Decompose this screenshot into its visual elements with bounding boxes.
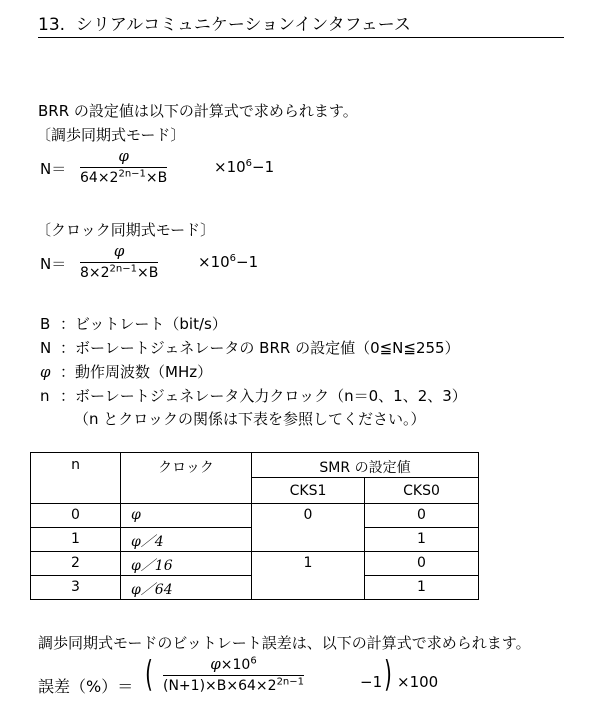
- definition-small-n: n ：ボーレートジェネレータ入力クロック（n＝0、1、2、3）: [40, 387, 467, 405]
- definition-b: B ：ビットレート（bit/s）: [40, 315, 227, 333]
- header-cks1: CKS1: [252, 478, 365, 504]
- error-denominator: $(N+1)\times B\times 64\times 2^{2n-1}$: [163, 676, 305, 694]
- header-clock: クロック: [121, 453, 252, 504]
- section-title: シリアルコミュニケーションインタフェース: [75, 15, 411, 35]
- async-denominator: $64\times 2^{2n-1}\times B$: [80, 168, 168, 186]
- sync-mode-label: 〔クロック同期式モード〕: [36, 221, 216, 239]
- table-row: 0 φ 0 0: [31, 504, 479, 528]
- error-numerator: $\varphi\times 10^6$: [210, 655, 257, 673]
- async-formula-fraction: [80, 147, 167, 186]
- async-numerator: φ: [118, 147, 129, 165]
- table-row: 1 φ／4 1: [31, 528, 479, 552]
- section-number: 13.: [38, 15, 66, 35]
- async-formula-tail: $\times 10^6-1$: [214, 158, 275, 176]
- section-header: [38, 10, 411, 35]
- sync-formula-fraction: [80, 242, 158, 281]
- sync-formula-lhs: N＝: [40, 255, 67, 273]
- left-paren: (: [145, 654, 153, 695]
- header-rule: [38, 37, 564, 38]
- header-n: n: [31, 453, 121, 504]
- definition-n: N ：ボーレートジェネレータの BRR の設定値（0≦N≦255）: [40, 339, 460, 357]
- table-row: 2 φ／16 1 0: [31, 552, 479, 576]
- right-paren: ): [384, 654, 392, 695]
- header-smr: SMR の設定値: [252, 453, 479, 478]
- sync-numerator: φ: [113, 242, 125, 260]
- header-cks0: CKS0: [365, 478, 479, 504]
- clock-setting-table: [30, 452, 479, 600]
- error-intro: 調歩同期式モードのビットレート誤差は、以下の計算式で求められます。: [38, 634, 531, 652]
- error-times-100: ×100: [397, 673, 439, 691]
- sync-denominator: $8\times 2^{2n-1}\times B$: [80, 263, 159, 281]
- error-minus-one: −1: [360, 673, 383, 691]
- async-formula-lhs: N＝: [40, 160, 67, 178]
- error-formula-lhs: 誤差（%）＝: [38, 677, 134, 696]
- definition-phi: φ ：動作周波数（MHz）: [40, 363, 213, 381]
- intro-text: BRR の設定値は以下の計算式で求められます。: [38, 102, 358, 120]
- async-mode-label: 〔調歩同期式モード〕: [36, 126, 186, 144]
- table-row: 3 φ／64 1: [31, 576, 479, 600]
- definitions-note: （n とクロックの関係は下表を参照してください。）: [74, 410, 426, 428]
- error-formula-fraction: [163, 655, 304, 694]
- sync-formula-tail: $\times 10^6-1$: [198, 253, 259, 271]
